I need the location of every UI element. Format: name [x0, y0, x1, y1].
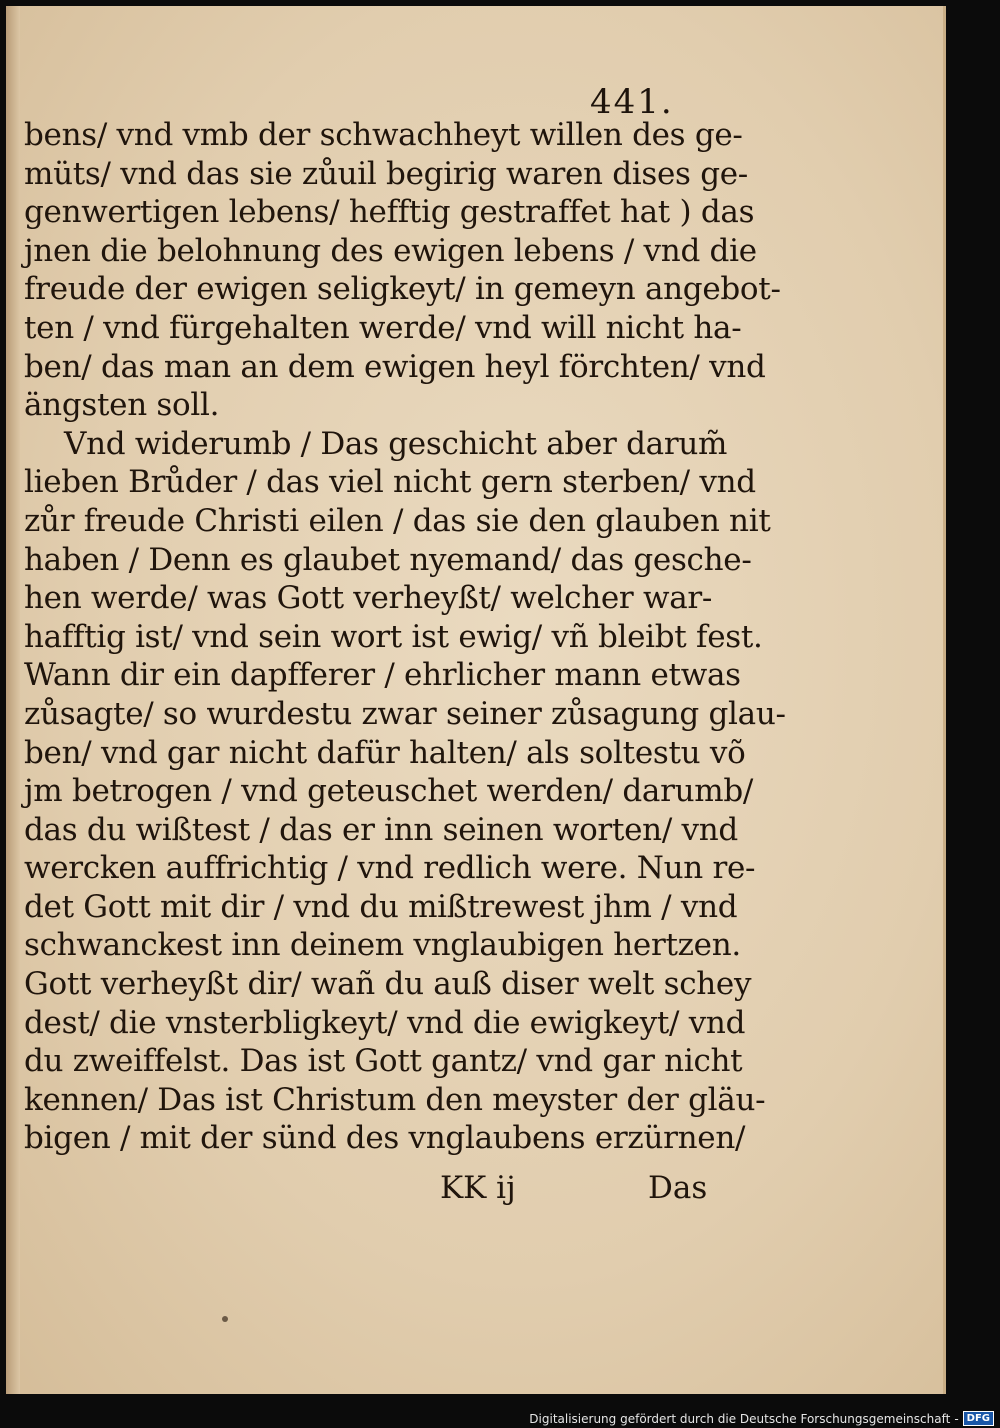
- text-line: schwanckest inn deinem vnglaubigen hertzen.: [24, 927, 741, 964]
- text-line: genwertigen lebens/ hefftig gestraffet hat ) das: [24, 194, 755, 231]
- text-line: zůsagte/ so wurdestu zwar seiner zůsagung glau-: [24, 695, 786, 732]
- text-line: det Gott mit dir / vnd du mißtrewest jhm / vnd: [24, 888, 738, 925]
- text-line: hen werde/ was Gott verheyßt/ welcher war-: [24, 580, 713, 617]
- text-line: jnen die belohnung des ewigen lebens / vnd die: [24, 232, 757, 269]
- text-line: bens/ vnd vmb der schwachheyt willen des ge-: [24, 117, 743, 153]
- text-line: hafftig ist/ vnd sein wort ist ewig/ vñ bleibt fest.: [24, 618, 763, 655]
- text-line: müts/ vnd das sie zůuil begirig waren dises ge-: [24, 155, 748, 192]
- text-line: lieben Brůder / das viel nicht gern sterben/ vnd: [24, 464, 756, 501]
- text-line: Gott verheyßt dir/ wañ du auß diser welt schey: [24, 966, 752, 1003]
- page-number: 441.: [590, 82, 674, 122]
- signature-mark: KK ij: [440, 1170, 516, 1206]
- text-line: dest/ die vnsterbligkeyt/ vnd die ewigkeyt/ vnd: [24, 1004, 746, 1041]
- text-line: kennen/ Das ist Christum den meyster der gläu-: [24, 1081, 766, 1118]
- text-line: freude der ewigen seligkeyt/ in gemeyn angebot-: [24, 271, 781, 308]
- text-line: du zweiffelst. Das ist Gott gantz/ vnd gar nicht: [24, 1043, 743, 1080]
- digitization-footer: Digitalisierung gefördert durch die Deutsche Forschungsgemeinschaft - DFG: [529, 1411, 994, 1426]
- text-line: das du wißtest / das er inn seinen worten/ vnd: [24, 811, 738, 848]
- footer-credit: Digitalisierung gefördert durch die Deutsche Forschungsgemeinschaft: [529, 1411, 951, 1426]
- text-line: ängsten soll.: [24, 387, 220, 424]
- body-text: [24, 116, 786, 1158]
- paper-speck: [222, 1316, 228, 1322]
- page-gutter: [6, 6, 20, 1394]
- text-line: ben/ vnd gar nicht dafür halten/ als soltestu võ: [24, 734, 746, 771]
- text-line: haben / Denn es glaubet nyemand/ das gesche-: [24, 541, 752, 578]
- text-line: ten / vnd fürgehalten werde/ vnd will nicht ha-: [24, 309, 742, 346]
- page-foot: [24, 1170, 724, 1210]
- text-line: Wann dir ein dapfferer / ehrlicher mann etwas: [24, 657, 741, 694]
- text-line: ben/ das man an dem ewigen heyl förchten/ vnd: [24, 348, 766, 385]
- dfg-logo-icon: DFG: [963, 1411, 994, 1426]
- text-line: wercken auffrichtig / vnd redlich were. Nun re-: [24, 850, 756, 887]
- catchword: Das: [648, 1170, 708, 1206]
- text-line: Vnd widerumb / Das geschicht aber darum̃: [64, 425, 728, 462]
- text-line: jm betrogen / vnd geteuschet werden/ darumb/: [24, 773, 754, 810]
- text-line: bigen / mit der sünd des vnglaubens erzürnen/: [24, 1120, 746, 1157]
- text-line: zůr freude Christi eilen / das sie den glauben nit: [24, 502, 771, 539]
